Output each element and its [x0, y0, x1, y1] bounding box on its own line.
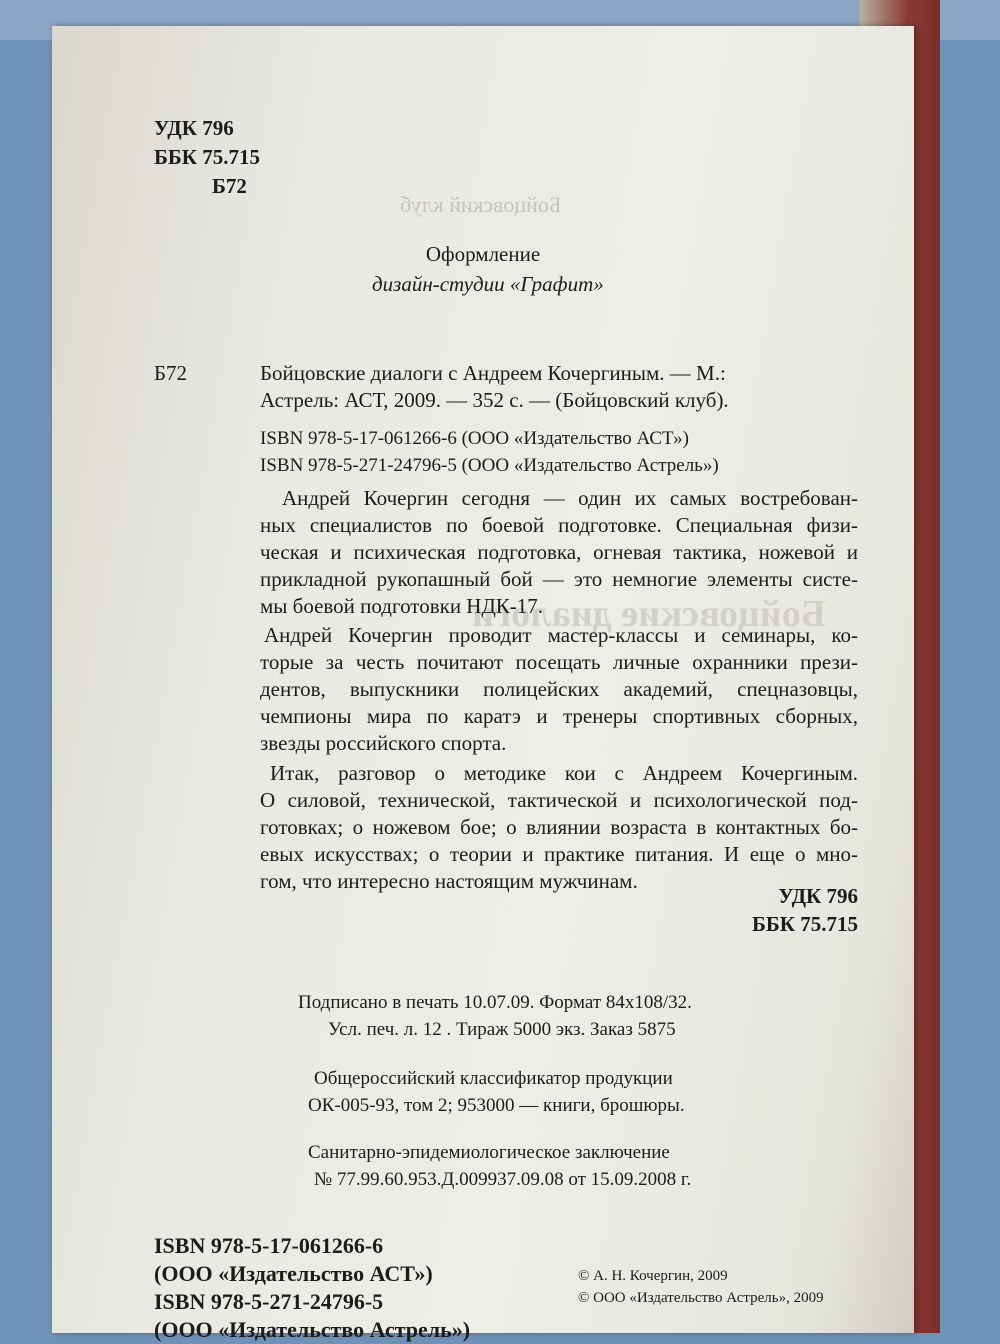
imprint-line: Общероссийский классификатор продукции — [314, 1068, 673, 1089]
annotation-line: ных специалистов по боевой подготовке. Специальная физи- — [260, 513, 858, 537]
annotation-line: Андрей Кочергин проводит мастер-классы и семинары, ко- — [264, 623, 858, 647]
annotation-line: Андрей Кочергин сегодня — один их самых востребован- — [282, 486, 858, 510]
bbk-code-bottom: ББК 75.715 — [752, 912, 858, 936]
entry-title-line: Астрель: АСТ, 2009. — 352 с. — (Бойцовский клуб). — [260, 388, 729, 412]
copyright-line: © А. Н. Кочергин, 2009 — [578, 1268, 728, 1284]
annotation-line: О силовой, технической, тактической и психологической под- — [260, 788, 858, 812]
design-label: Оформление — [425, 242, 541, 266]
imprint-line: Санитарно-эпидемиологическое заключение — [308, 1142, 670, 1163]
annotation-line: мы боевой подготовки НДК-17. — [260, 594, 544, 618]
author-mark: Б72 — [212, 174, 247, 198]
annotation-line: звезды российского спорта. — [260, 731, 507, 755]
entry-code: Б72 — [154, 361, 188, 385]
footer-isbn-line: (ООО «Издательство АСТ») — [154, 1261, 433, 1286]
footer-isbn-line: ISBN 978-5-17-061266-6 — [154, 1233, 384, 1258]
udk-code-bottom: УДК 796 — [778, 884, 858, 908]
entry-title-line: Бойцовские диалоги с Андреем Кочергиным. — М.: — [260, 361, 726, 385]
annotation-line: дентов, выпускники полицейских академий, спецназовцы, — [260, 677, 858, 701]
udk-code: УДК 796 — [154, 116, 234, 140]
footer-isbn-line: (ООО «Издательство Астрель») — [154, 1317, 471, 1342]
annotation-line: готовках; о ножевом бое; о влиянии возраста в контактных бо- — [260, 815, 858, 839]
show-through-series: Бойцовский клуб — [400, 192, 562, 217]
annotation-line: Итак, разговор о методике кои с Андреем Кочергиным. — [270, 761, 858, 785]
annotation-line: ческая и психическая подготовка, огневая тактика, ножевой и — [260, 540, 858, 564]
imprint-line: № 77.99.60.953.Д.009937.09.08 от 15.09.2008 г. — [314, 1169, 692, 1190]
entry-isbn-line: ISBN 978-5-271-24796-5 (ООО «Издательство Астрель») — [260, 455, 719, 476]
book-page — [52, 26, 914, 1342]
entry-isbn-line: ISBN 978-5-17-061266-6 (ООО «Издательство АСТ») — [260, 428, 689, 449]
design-studio: дизайн-студии «Графит» — [372, 272, 604, 296]
annotation-line: гом, что интересно настоящим мужчинам. — [260, 869, 638, 893]
footer-isbn-line: ISBN 978-5-271-24796-5 — [154, 1289, 384, 1314]
annotation-line: евых искусствах; о теории и практике питания. И еще о мно- — [260, 842, 858, 866]
show-through-title: Бойцовские диалоги — [472, 593, 826, 635]
annotation-line: торые за честь почитают посещать личные охранники прези- — [260, 650, 858, 674]
imprint-line: ОК-005-93, том 2; 953000 — книги, брошюры. — [308, 1095, 685, 1116]
imprint-line: Подписано в печать 10.07.09. Формат 84х108/32. — [298, 992, 692, 1013]
annotation-line: чемпионы мира по каратэ и тренеры спортивных сборных, — [260, 704, 858, 728]
copyright-line: © ООО «Издательство Астрель», 2009 — [578, 1290, 824, 1306]
bbk-code: ББК 75.715 — [154, 145, 260, 169]
annotation-line: прикладной рукопашный бой — это немногие элементы систе- — [260, 567, 858, 591]
imprint-line: Усл. печ. л. 12 . Тираж 5000 экз. Заказ 5875 — [328, 1019, 676, 1040]
